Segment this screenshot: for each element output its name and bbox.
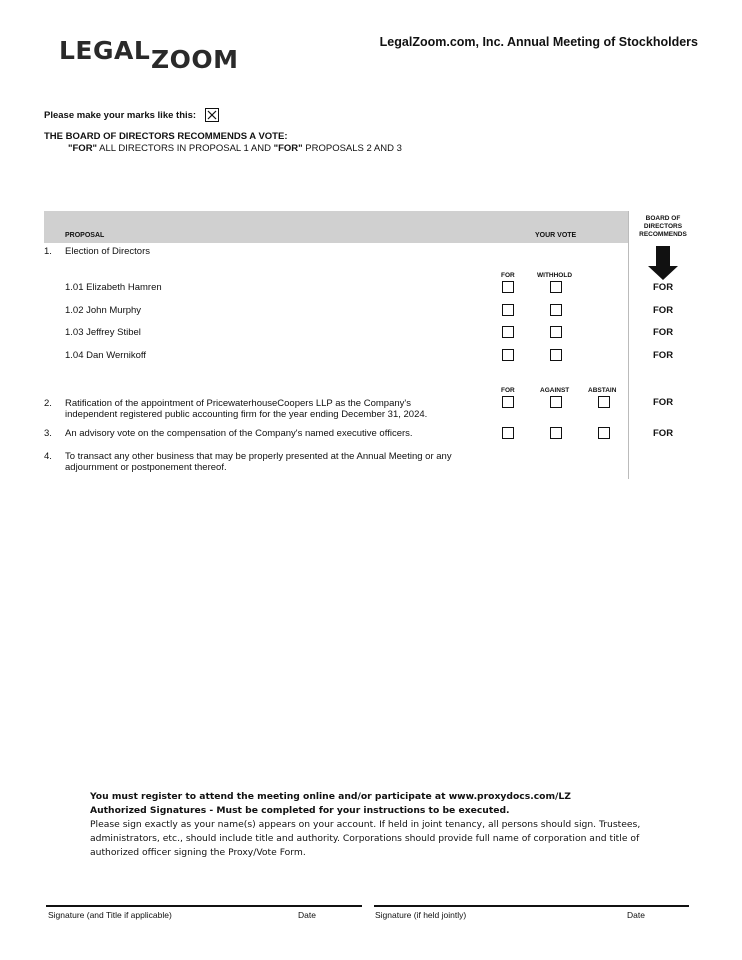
signature-2-line[interactable] <box>374 905 689 907</box>
authorized-signatures-heading: Authorized Signatures - Must be completed for your instructions to be executed. <box>90 805 510 816</box>
for-emphasis-2: "FOR" <box>273 143 303 154</box>
proposal-2-number: 2. <box>44 398 52 409</box>
director-4-withhold-checkbox[interactable] <box>550 349 562 361</box>
director-3-for-checkbox[interactable] <box>502 326 514 338</box>
proposal-2-line-1: Ratification of the appointment of PricewaterhouseCoopers LLP as the Company's <box>65 398 411 409</box>
for-emphasis-1: "FOR" <box>68 143 98 154</box>
director-4-name: 1.04 Dan Wernikoff <box>65 350 146 361</box>
your-vote-column-header: YOUR VOTE <box>535 232 577 239</box>
down-arrow-icon <box>648 246 678 280</box>
x-mark-icon <box>206 109 218 121</box>
p1-withhold-header: WITHHOLD <box>537 272 573 279</box>
director-4-recommendation: FOR <box>653 350 674 361</box>
p2-abstain-header: ABSTAIN <box>588 387 617 394</box>
recommend-column-divider <box>628 211 629 479</box>
marks-instruction: Please make your marks like this: <box>44 110 197 121</box>
signature-instructions <box>90 790 650 860</box>
date-1-label: Date <box>298 910 316 920</box>
register-notice: You must register to attend the meeting online and/or participate at www.proxydocs.com/LZ <box>90 791 571 802</box>
signature-2-label: Signature (if held jointly) <box>375 910 467 920</box>
proposal-2-line-2: independent registered public accounting firm for the year ending December 31, 2024. <box>65 409 428 420</box>
board-recommendation-heading: THE BOARD OF DIRECTORS RECOMMENDS A VOTE: <box>44 131 288 142</box>
p2-against-header: AGAINST <box>540 387 570 394</box>
director-2-for-checkbox[interactable] <box>502 304 514 316</box>
p3-for-checkbox[interactable] <box>502 427 514 439</box>
director-4-for-checkbox[interactable] <box>502 349 514 361</box>
p3-against-checkbox[interactable] <box>550 427 562 439</box>
p1-for-header: FOR <box>501 272 515 279</box>
p2-for-checkbox[interactable] <box>502 396 514 408</box>
director-2-withhold-checkbox[interactable] <box>550 304 562 316</box>
director-1-for-checkbox[interactable] <box>502 281 514 293</box>
board-recommendation-detail <box>68 143 402 154</box>
signature-1-label: Signature (and Title if applicable) <box>48 910 172 920</box>
director-2-recommendation: FOR <box>653 305 674 316</box>
proposal-2-recommendation: FOR <box>653 397 674 408</box>
proposal-4-line-2: adjournment or postponement thereof. <box>65 462 227 473</box>
director-2-name: 1.02 John Murphy <box>65 305 142 316</box>
proposal-column-header: PROPOSAL <box>65 232 105 239</box>
document-title: LegalZoom.com, Inc. Annual Meeting of Stockholders <box>379 35 698 49</box>
director-3-recommendation: FOR <box>653 327 674 338</box>
board-sub-text-2: PROPOSALS 2 AND 3 <box>302 143 402 154</box>
proposal-1-title: Election of Directors <box>65 246 151 257</box>
director-1-recommendation: FOR <box>653 282 674 293</box>
proposal-3-recommendation: FOR <box>653 428 674 439</box>
logo-part-zoom: ZOOM <box>151 45 239 74</box>
proposal-4-line-1: To transact any other business that may be properly presented at the Annual Meeting or any <box>65 451 452 462</box>
director-3-name: 1.03 Jeffrey Stibel <box>65 327 141 338</box>
board-recommends-column-header: BOARD OF DIRECTORS RECOMMENDS <box>639 215 687 238</box>
logo-part-legal: LEGAL <box>59 36 151 65</box>
p2-abstain-checkbox[interactable] <box>598 396 610 408</box>
director-3-withhold-checkbox[interactable] <box>550 326 562 338</box>
proposal-1-number: 1. <box>44 246 52 257</box>
proposal-3-text: An advisory vote on the compensation of the Company's named executive officers. <box>65 428 413 439</box>
signing-instructions-paragraph: Please sign exactly as your name(s) appears on your account. If held in joint tenancy, all persons should sign. Trustees, administrators, etc., should include title and authority. Corporations should provide full name of corporation and title of authorized officer signing the Proxy/Vote Form. <box>90 819 641 858</box>
p2-against-checkbox[interactable] <box>550 396 562 408</box>
board-sub-text-1: ALL DIRECTORS IN PROPOSAL 1 AND <box>97 143 274 154</box>
p2-for-header: FOR <box>501 387 515 394</box>
director-1-name: 1.01 Elizabeth Hamren <box>65 282 162 293</box>
proposal-3-number: 3. <box>44 428 52 439</box>
p3-abstain-checkbox[interactable] <box>598 427 610 439</box>
example-mark-box <box>205 108 219 122</box>
date-2-label: Date <box>627 910 645 920</box>
signature-1-line[interactable] <box>46 905 362 907</box>
proposal-4-number: 4. <box>44 451 52 462</box>
director-1-withhold-checkbox[interactable] <box>550 281 562 293</box>
